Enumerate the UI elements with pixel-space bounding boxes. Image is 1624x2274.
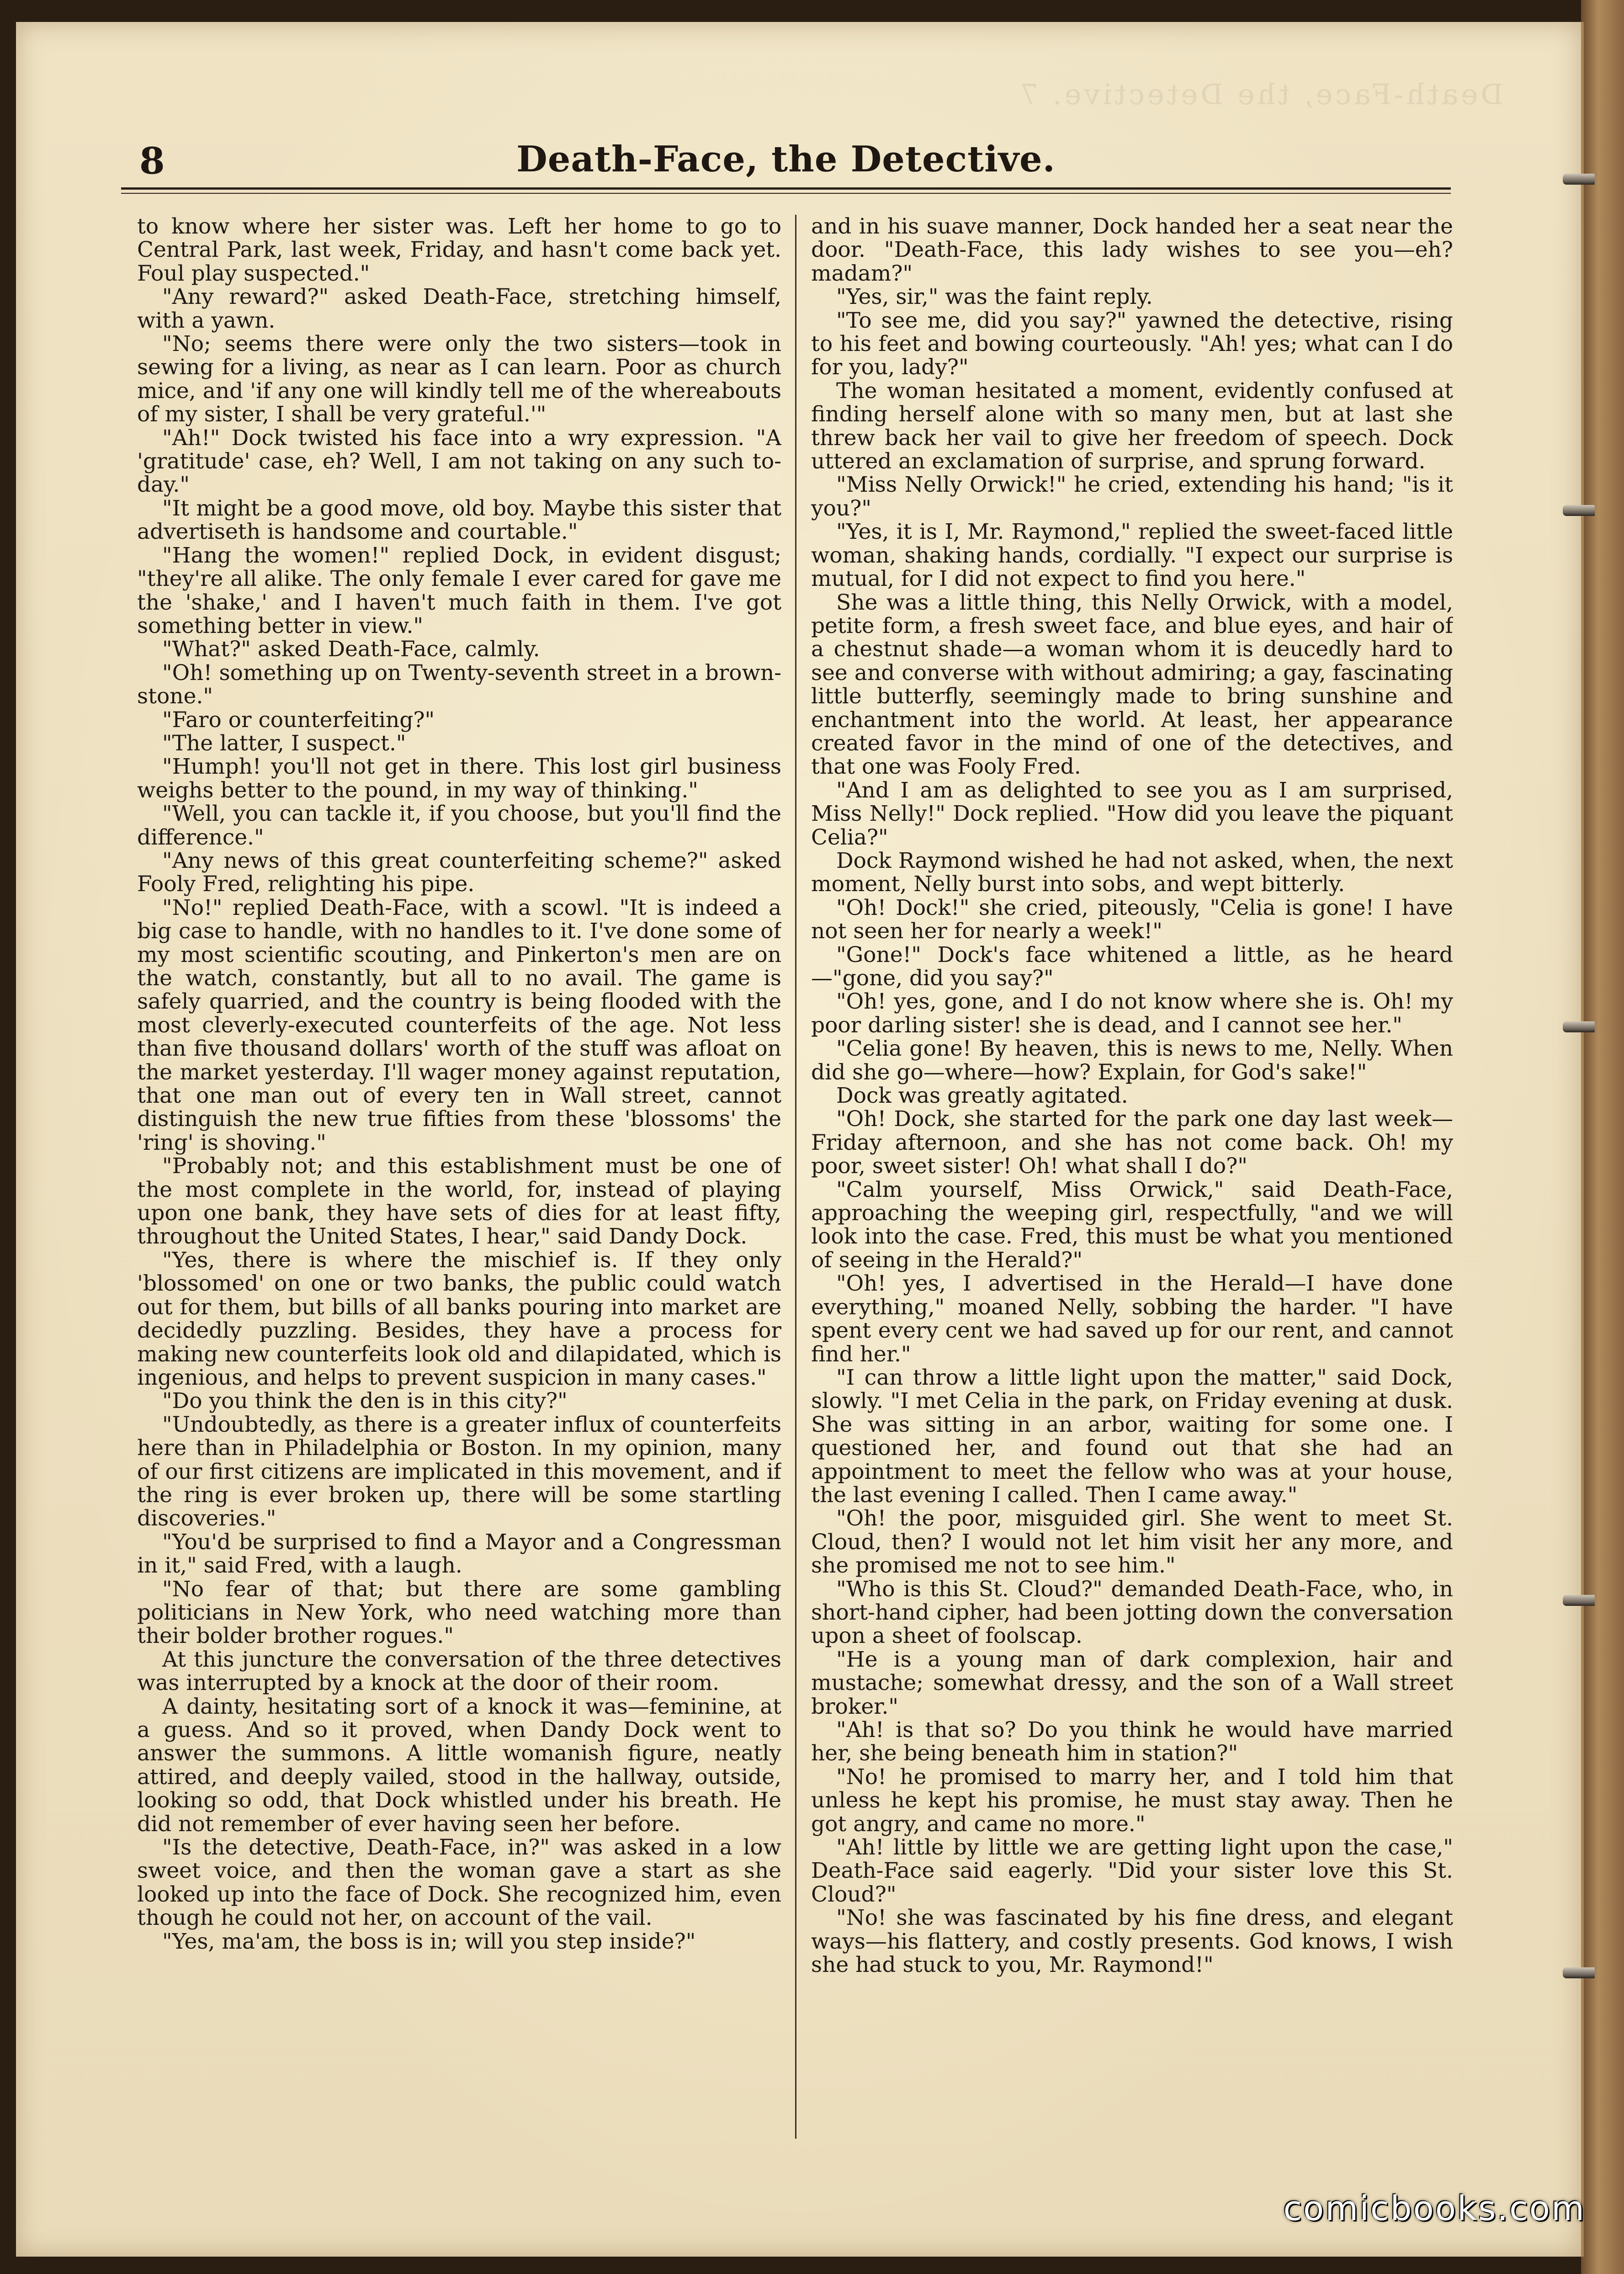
paragraph: "Yes, sir," was the faint reply. — [836, 284, 1153, 310]
page-number: 8 — [139, 139, 165, 182]
paragraph: "No; seems there were only the two sisters—took in sewing for a living, as near as I can learn. Poor as church mice, and 'if any one will kindly tell me of the whereabouts of my sister, I shall be very grateful.'" — [137, 331, 781, 427]
paragraph: "Any news of this great counterfeiting scheme?" asked Fooly Fred, relighting his pipe. — [137, 848, 781, 897]
paragraph: "No! he promised to marry her, and I told him that unless he kept his promise, he must stay away. Then he got angry, and came no more." — [811, 1764, 1453, 1837]
paragraph: The woman hesitated a moment, evidently confused at finding herself alone with so many men, but at last she threw back her vail to give her freedom of speech. Dock uttered an exclamation of surprise, and sprung forward. — [811, 378, 1453, 474]
paragraph: "Oh! yes, I advertised in the Herald—I have done everything," moaned Nelly, sobbing the harder. "I have spent every cent we had saved up for our rent, and cannot find her." — [811, 1271, 1453, 1367]
paragraph: "What?" asked Death-Face, calmly. — [162, 637, 540, 662]
binding-staple — [1563, 1595, 1595, 1606]
paragraph: "I can throw a little light upon the matter," said Dock, slowly. "I met Celia in the park, on Friday evening at dusk. She was sitting in an arbor, waiting for some one. I questioned her, and found out that she had an appointment to meet the fellow who was at your house, the last evening I called. Then I came away." — [811, 1365, 1453, 1508]
paragraph: She was a little thing, this Nelly Orwick, with a model, petite form, a fresh sweet face, and blue eyes, and hair of a chestnut shade—a woman whom it is deucedly hard to see and converse with without admiring; a gay, fascinating little butterfly, seemingly made to bring sunshine and enchantment into the world. At least, her appearance created favor in the mind of one of the detectives, and that one was Fooly Fred. — [811, 590, 1453, 780]
paragraph: "Yes, there is where the mischief is. If they only 'blossomed' on one or two banks, the public could watch out for them, but bills of all banks pouring into market are decidedly puzzling. Besides, they have a process for making new counterfeits look old and dilapidated, which is ingenious, and helps to prevent suspicion in many cases." — [137, 1247, 781, 1390]
paragraph: "Calm yourself, Miss Orwick," said Death-Face, approaching the weeping girl, respectfully, "and we will look into the case. Fred, this must be what you mentioned of seeing in the Herald?" — [811, 1177, 1453, 1273]
paragraph: "Oh! yes, gone, and I do not know where she is. Oh! my poor darling sister! she is dead, and I cannot see her." — [811, 989, 1453, 1038]
paragraph: "Any reward?" asked Death-Face, stretching himself, with a yawn. — [137, 284, 781, 333]
site-watermark: comicbooks.com — [1283, 2189, 1586, 2228]
paragraph: "Faro or counterfeiting?" — [162, 707, 435, 733]
paragraph: "It might be a good move, old boy. Maybe this sister that advertiseth is handsome and courtable." — [137, 495, 781, 545]
paragraph: Dock was greatly agitated. — [836, 1083, 1128, 1109]
paragraph: to know where her sister was. Left her home to go to Central Park, last week, Friday, and hasn't come back yet. Foul play suspected." — [137, 215, 781, 286]
text-column-right — [811, 215, 1453, 2141]
header-rule — [121, 187, 1451, 190]
text-column-left — [137, 215, 781, 2141]
paragraph: "Probably not; and this establishment must be one of the most complete in the world, for, instead of playing upon one bank, they have sets of dies for at least fifty, throughout the United States, I hear," said Dandy Dock. — [137, 1153, 781, 1249]
book-spine-edge — [1581, 0, 1624, 2274]
paragraph: "Who is this St. Cloud?" demanded Death-Face, who, in short-hand cipher, had been jotting down the conversation upon a sheet of foolscap. — [811, 1576, 1453, 1649]
paragraph: "Oh! Dock!" she cried, piteously, "Celia is gone! I have not seen her for nearly a week!" — [811, 895, 1453, 944]
paragraph: "Ah!" Dock twisted his face into a wry expression. "A 'gratitude' case, eh? Well, I am not taking on any such to-day." — [137, 425, 781, 498]
paragraph: "Oh! Dock, she started for the park one day last week—Friday afternoon, and she has not come back. Oh! my poor, sweet sister! Oh! what shall I do?" — [811, 1106, 1453, 1179]
paragraph: "Humph! you'll not get in there. This lost girl business weighs better to the pound, in my way of thinking." — [137, 754, 781, 803]
paragraph: "Miss Nelly Orwick!" he cried, extending his hand; "is it you?" — [811, 472, 1453, 521]
running-title: Death-Face, the Detective. — [516, 138, 1056, 180]
paragraph: "To see me, did you say?" yawned the detective, rising to his feet and bowing courteously. "Ah! yes; what can I do for you, lady?" — [811, 308, 1453, 380]
paragraph: "No!" replied Death-Face, with a scowl. "It is indeed a big case to handle, with no handles to it. I've done some of my most scientific scouting, and Pinkerton's men are on the watch, constantly, but all to no avail. The game is safely quarried, and the country is being flooded with the most cleverly-executed counterfeits of the age. Not less than five thousand dollars' worth of the stuff was afloat on the market yesterday. I'll wager money against reputation, that one man out of every ten in Wall street, cannot distinguish the new true fifties from these 'blossoms' the 'ring' is shoving." — [137, 895, 781, 1155]
paragraph: Dock Raymond wished he had not asked, when, the next moment, Nelly burst into sobs, and wept bitterly. — [811, 848, 1453, 897]
paragraph: "Yes, it is I, Mr. Raymond," replied the sweet-faced little woman, shaking hands, cordially. "I expect our surprise is mutual, for I did not expect to find you here." — [811, 519, 1453, 592]
paragraph: "The latter, I suspect." — [162, 730, 406, 756]
paragraph: "Oh! something up on Twenty-seventh street in a brown-stone." — [137, 660, 781, 709]
paragraph: A dainty, hesitating sort of a knock it was—feminine, at a guess. And so it proved, when Dandy Dock went to answer the summons. A little womanish figure, neatly attired, and deeply vailed, stood in the hallway, outside, looking so odd, that Dock whistled under his breath. He did not remember of ever having seen her before. — [137, 1694, 781, 1837]
header-rule-thin — [121, 193, 1451, 194]
binding-staple — [1563, 174, 1595, 185]
paragraph: "No fear of that; but there are some gambling politicians in New York, who need watching more than their bolder brother rogues." — [137, 1576, 781, 1649]
paragraph: "Do you think the den is in this city?" — [162, 1388, 568, 1414]
paragraph: "Celia gone! By heaven, this is news to me, Nelly. When did she go—where—how? Explain, for God's sake!" — [811, 1036, 1453, 1085]
paragraph: "And I am as delighted to see you as I am surprised, Miss Nelly!" Dock replied. "How did you leave the piquant Celia?" — [811, 777, 1453, 850]
paragraph: and in his suave manner, Dock handed her a seat near the door. "Death-Face, this lady wishes to see you—eh? madam?" — [811, 215, 1453, 286]
column-divider — [795, 215, 796, 2139]
paragraph: "Is the detective, Death-Face, in?" was asked in a low sweet voice, and then the woman gave a start as she looked up into the face of Dock. She recognized him, even though he could not her, on account of the vail. — [137, 1835, 781, 1931]
paragraph: "Ah! is that so? Do you think he would have married her, she being beneath him in station?" — [811, 1717, 1453, 1766]
paragraph: "He is a young man of dark complexion, hair and mustache; somewhat dressy, and the son of a Wall street broker." — [811, 1647, 1453, 1719]
paragraph: "Undoubtedly, as there is a greater influx of counterfeits here than in Philadelphia or Boston. In my opinion, many of our first citizens are implicated in this movement, and if the ring is ever broken up, there will be some startling discoveries." — [137, 1412, 781, 1531]
paragraph: "You'd be surprised to find a Mayor and a Congressman in it," said Fred, with a laugh. — [137, 1529, 781, 1578]
paragraph: At this juncture the conversation of the three detectives was interrupted by a knock at the door of their room. — [137, 1647, 781, 1696]
page-header — [121, 130, 1451, 190]
paragraph: "Gone!" Dock's face whitened a little, as he heard—"gone, did you say?" — [811, 942, 1453, 991]
paragraph: "Hang the women!" replied Dock, in evident disgust; "they're all alike. The only female I ever cared for gave me the 'shake,' and I haven't much faith in them. I've got something better in view." — [137, 542, 781, 638]
paragraph: "Well, you can tackle it, if you choose, but you'll find the difference." — [137, 801, 781, 850]
binding-staple — [1563, 1021, 1595, 1032]
binding-staple — [1563, 505, 1595, 516]
binding-staple — [1563, 1967, 1595, 1978]
paragraph: "Ah! little by little we are getting light upon the case," Death-Face said eagerly. "Did your sister love this St. Cloud?" — [811, 1835, 1453, 1907]
paragraph: "Oh! the poor, misguided girl. She went to meet St. Cloud, then? I would not let him visit her any more, and she promised me not to see him." — [811, 1506, 1453, 1578]
paragraph: "No! she was fascinated by his fine dress, and elegant ways—his flattery, and costly presents. God knows, I wish she had stuck to you, Mr. Raymond!" — [811, 1905, 1453, 1978]
paragraph: "Yes, ma'am, the boss is in; will you step inside?" — [162, 1929, 696, 1954]
bleed-through-text: Death-Face, the Detective. 7 — [1017, 78, 1503, 110]
